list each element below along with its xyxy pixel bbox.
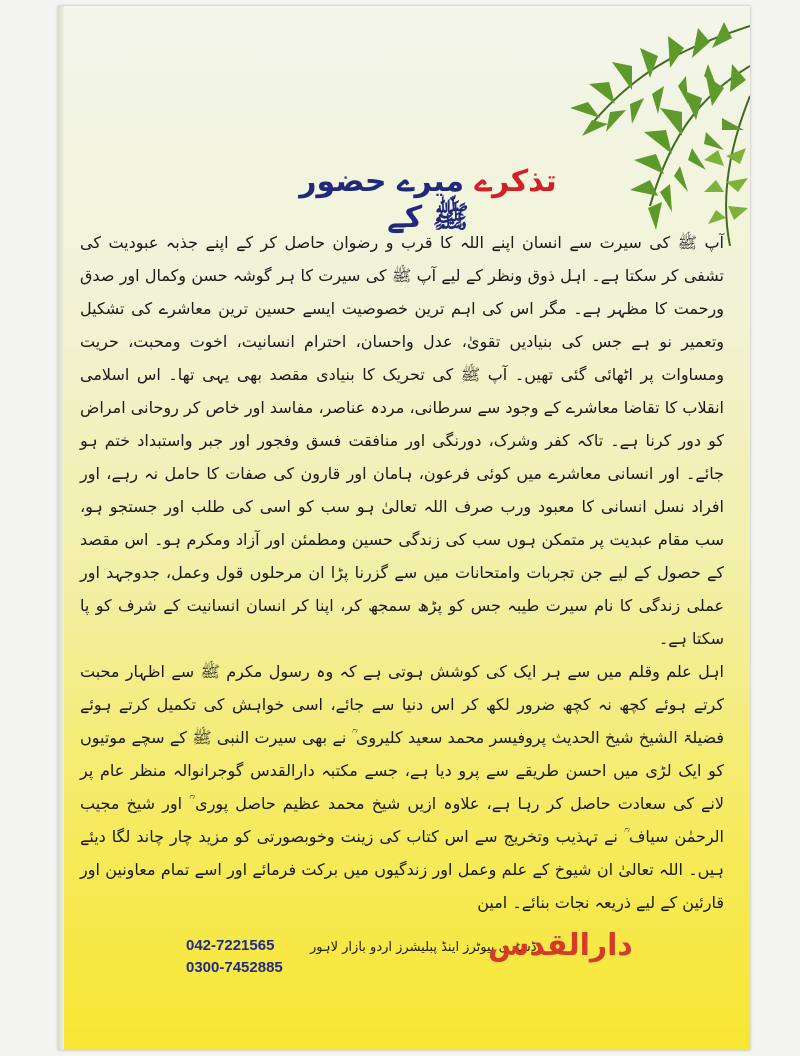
paragraph: آپ ﷺ کی سیرت سے انسان اپنے اللہ کا قرب و رضوان حاصل کر کے اپنے جذبہ عبودیت کی تشفی کر سکتا ہے۔ اہل ذوق ونظر کے لیے آپ ﷺ کی سیرت کا ہر گوشہ حسن وکمال اور صدق ورحمت کا مظہر ہے۔ مگر اس کی اہم ترین خصوصیت ایسے حسین ترین معاشرے کی تشکیل وتعمیر نو ہے جس کی بنیادیں تقویٰ، عدل واحسان، احترام انسانیت، اخوت ومحبت، حریت ومساوات پر اٹھائی گئی تھیں۔ آپ ﷺ کی تحریک کا بنیادی مقصد بھی یہی تھا۔ اس اسلامی انقلاب کا تقاضا معاشرے کے وجود سے سرطانی، مردہ عناصر، مفاسد اور خاص کر روحانی امراض کو دور کرنا ہے۔ تاکہ کفر وشرک، دورنگی اور منافقت فسق وفجور اور جبر واستبداد ختم ہو جائے۔ اور انسانی معاشرے میں کوئی فرعون، ہامان اور قارون کی صفات کا حامل نہ رہے، اور افراد نسل انسانی کا معبود ورب صرف اللہ تعالیٰ ہو سب کو اسی کی طلب اور جستجو ہو، سب مقام عبدیت پر متمکن ہوں سب کی زندگی حسین ومطمئن اور آزاد ومکرم ہو۔ اس مقصد کے حصول کے لیے جن تجربات وامتحانات میں سے گزرنا پڑا ان مرحلوں قول وعمل، جدوجہد اور عملی زندگی کا نام سیرت طیبہ جس کو پڑھ سمجھ کر، اپنا کر انسان انسانیت کے شرف کو پا سکتا ہے۔: [80, 233, 724, 648]
title-part-1: تذکرے: [474, 164, 557, 199]
publisher-tagline: ڈسٹری بیوٹرز اینڈ پبلیشرز اردو بازار لاہور: [310, 940, 537, 955]
description-text: [74, 226, 730, 919]
title-part-2: میرے حضور ﷺ کے: [299, 164, 469, 235]
phone-numbers: [186, 935, 283, 979]
phone-number: 042-7221565: [186, 937, 275, 954]
phone-number: 0300-7452885: [186, 959, 283, 976]
paragraph: اہل علم وقلم میں سے ہر ایک کی کوشش ہوتی ہے کہ وہ رسول مکرم ﷺ سے اظہار محبت کرتے ہوئے کچھ نہ کچھ ضرور لکھ کر اس دنیا سے جائے، اسی خواہش کی تکمیل کرتے ہوئے فضیلۃ الشیخ شیخ الحدیث پروفیسر محمد سعید کلیروی ؒ نے بھی سیرت النبی ﷺ کے سچے موتیوں کو ایک لڑی میں احسن طریقے سے پرو دیا ہے، جسے مکتبہ دارالقدس گوجرانوالہ منظر عام پر لانے کی سعادت حاصل کر رہا ہے، علاوہ ازیں شیخ محمد عظیم حاصل پوری ؒ اور شیخ مجیب الرحمٰن سیاف ؒ نے تہذیب وتخریج سے اس کتاب کی زینت وخوبصورتی کو مزید چار چاند لگا دیئے ہیں۔ اللہ تعالیٰ ان شیوخ کے علم وعمل اور زندگیوں میں برکت فرمائے اور اسے تمام معاونین اور قارئین کے لیے ذریعہ نجات بنائے۔ امین: [80, 662, 724, 912]
book-title: [298, 164, 558, 235]
spine-edge: [58, 6, 64, 1050]
publisher-logo-text: دارالقدس: [488, 928, 633, 963]
